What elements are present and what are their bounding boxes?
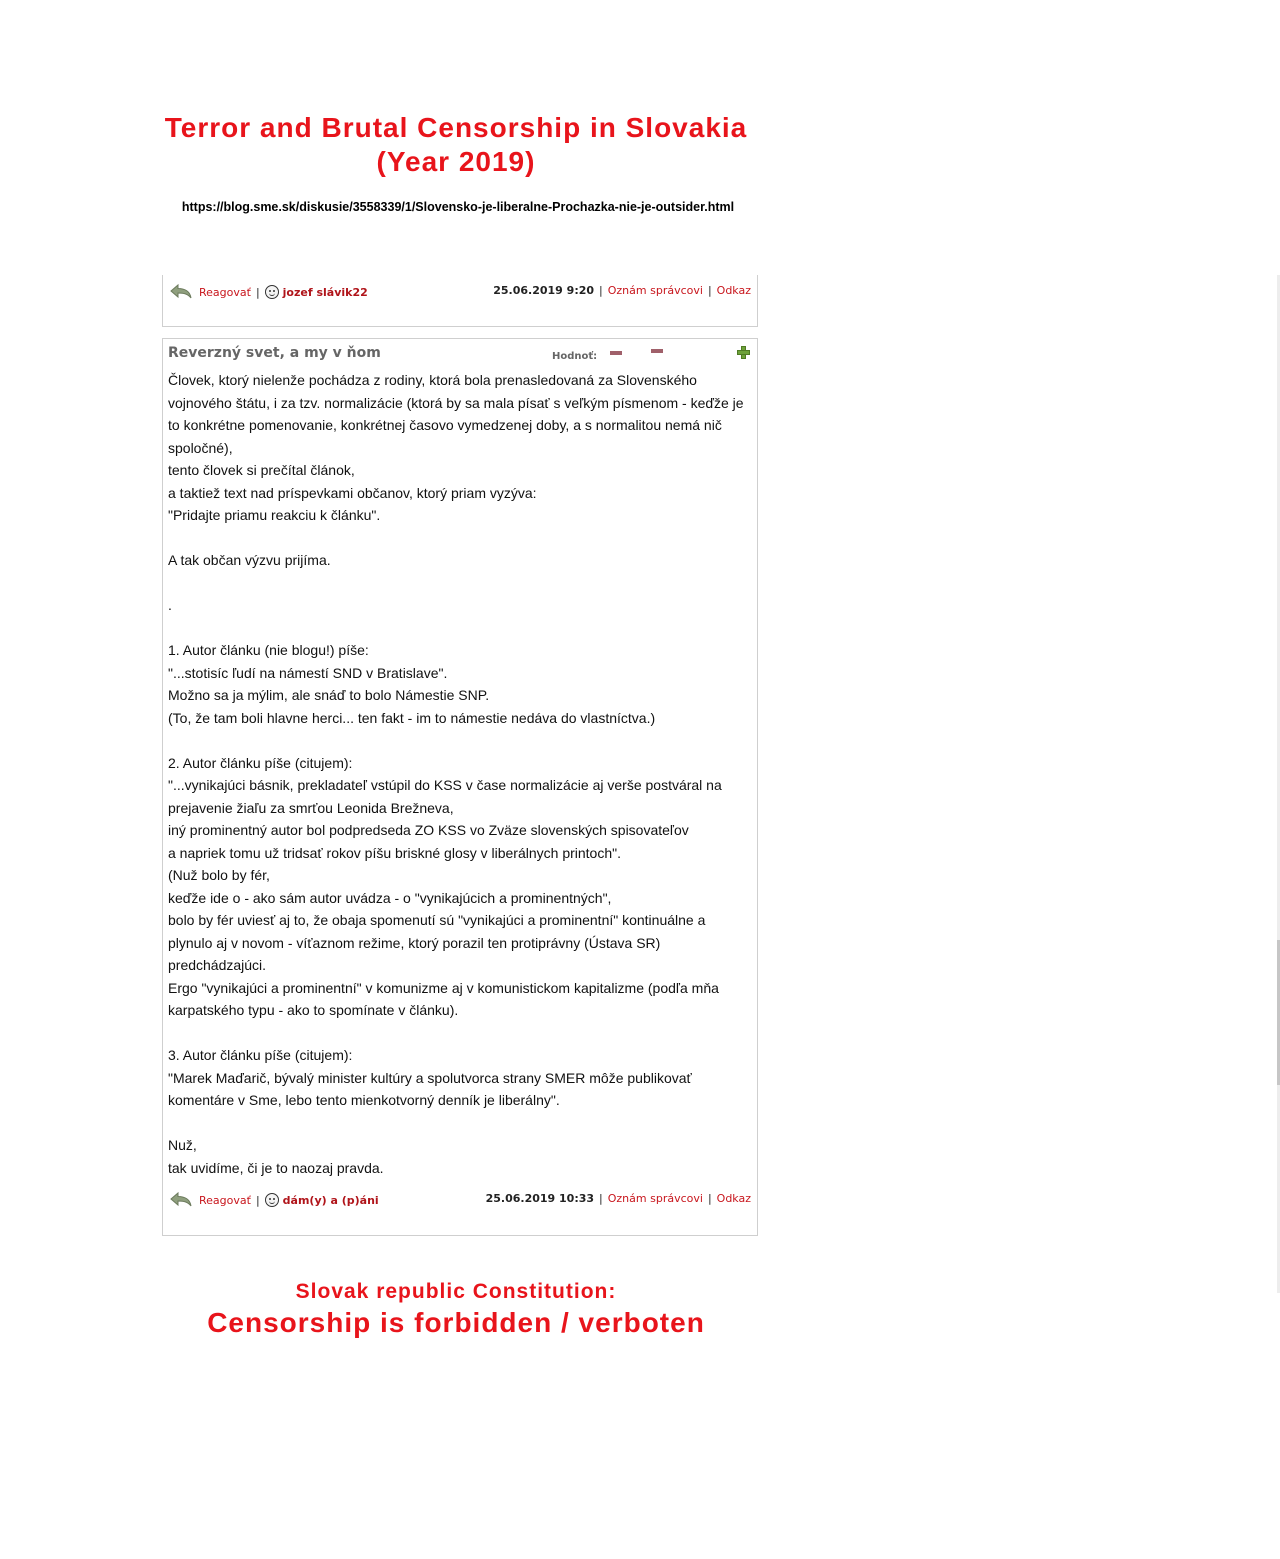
reply-arrow-icon[interactable] <box>169 283 193 301</box>
comment-body-line: A tak občan výzvu prijíma. <box>168 552 331 568</box>
comment-body-line: "...stotisíc ľudí na námestí SND v Bratislave". <box>168 664 448 681</box>
separator: | <box>599 283 603 297</box>
comment-body-line: Človek, ktorý nielenže pochádza z rodiny, ktorá bola prenasledovaná za Slovenského <box>168 372 697 388</box>
comment-body-line: plynulo aj v novom - víťaznom režime, ktorý porazil ten protiprávny (Ústava SR) <box>168 934 661 951</box>
comment-body-line: spoločné), <box>168 439 233 456</box>
comment-body-line: 1. Autor článku (nie blogu!) píše: <box>168 642 369 658</box>
separator: | <box>255 285 260 299</box>
comment-body-line: "Marek Maďarič, bývalý minister kultúry a spolutvorca strany SMER môže publikovať <box>168 1069 692 1086</box>
comment-date: 25.06.2019 10:33 <box>485 1191 595 1205</box>
page-subtitle-year: (Year 2019) <box>376 146 536 177</box>
comment-author[interactable]: jozef slávik22 <box>282 285 368 299</box>
comment-body-line: Ergo "vynikajúci a prominentní" v komunizme aj v komunistickom kapitalizme (podľa mňa <box>168 979 719 996</box>
comment-body-line: 3. Autor článku píše (citujem): <box>168 1047 353 1063</box>
minus-icon[interactable] <box>610 351 622 355</box>
separator: | <box>599 1191 603 1205</box>
permalink-link[interactable]: Odkaz <box>716 1191 751 1205</box>
comment-body-line <box>168 527 753 550</box>
smiley-icon <box>265 285 279 299</box>
comment-body-line: keďže ide o - ako sám autor uvádza - o "vynikajúcich a prominentných", <box>168 889 612 906</box>
rating-label: Hodnoť: <box>552 351 598 362</box>
comment-body-line <box>168 729 753 752</box>
comment-body-line: karpatského typu - ako to spomínate v článku). <box>168 1002 459 1018</box>
comment-body-line: to konkrétne pomenovanie, konkrétnej časovo vymedzenej doby, a s normalitou nemá nič <box>168 417 722 433</box>
smiley-icon <box>265 1193 279 1207</box>
permalink-link[interactable]: Odkaz <box>716 283 751 297</box>
comment-body-line: predchádzajúci. <box>168 957 267 973</box>
reply-arrow-icon[interactable] <box>169 1191 193 1209</box>
comment-body-line: tento človek si prečítal článok, <box>168 462 355 478</box>
report-to-admin-link[interactable]: Oznám správcovi <box>607 1191 703 1205</box>
comment-date: 25.06.2019 9:20 <box>493 283 595 297</box>
comment-body-line <box>168 572 753 595</box>
comment-body-line: bolo by fér uviesť aj to, že obaja spomenutí sú "vynikajúci a prominentní" kontinuálne a <box>168 912 706 928</box>
separator: | <box>707 283 712 297</box>
previous-comment-panel <box>162 275 758 327</box>
comment-body-line: a napriek tomu už tridsať rokov píšu briskné glosy v liberálnych printoch". <box>168 844 621 861</box>
reply-link[interactable]: Reagovať <box>199 1193 251 1207</box>
comment-meta-row <box>169 1187 751 1213</box>
comment-meta-row <box>169 279 751 305</box>
comment-author[interactable]: dám(y) a (p)áni <box>282 1193 379 1207</box>
comment-body-line: "Pridajte priamu reakciu k článku". <box>168 507 381 523</box>
comment-body-line: prejavenie žiaľu za smrťou Leonida Brežneva, <box>168 799 454 816</box>
comment-body-line <box>168 1022 753 1045</box>
comment-title: Reverzný svet, a my v ňom <box>168 345 381 361</box>
comment-body-line: (Nuž bolo by fér, <box>168 867 270 883</box>
footer-constitution-label: Slovak republic Constitution: <box>295 1280 617 1303</box>
comment-body-line <box>168 1112 753 1135</box>
comment-body <box>168 369 753 1179</box>
comment-body-line: tak uvidíme, či je to naozaj pravda. <box>168 1159 384 1176</box>
comment-body-line: Možno sa ja mýlim, ale snáď to bolo Námestie SNP. <box>168 687 490 703</box>
source-url: https://blog.sme.sk/diskusie/3558339/1/Slovensko-je-liberalne-Prochazka-nie-je-outsider.html <box>181 200 735 214</box>
comment-body-line: vojnového štátu, i za tzv. normalizácie (ktorá by sa mala písať s veľkým písmenom - keďže je <box>168 394 744 411</box>
comment-panel <box>162 338 758 1236</box>
footer-censorship-statement: Censorship is forbidden / verboten <box>207 1307 705 1338</box>
minus-icon[interactable] <box>651 349 663 353</box>
comment-body-line: Nuž, <box>168 1137 197 1153</box>
comment-body-line: a taktiež text nad príspevkami občanov, ktorý priam vyzýva: <box>168 484 537 501</box>
report-to-admin-link[interactable]: Oznám správcovi <box>607 283 703 297</box>
comment-body-line: (To, že tam boli hlavne herci... ten fakt - im to námestie nedáva do vlastníctva.) <box>168 709 656 726</box>
comment-body-line: "...vynikajúci básnik, prekladateľ vstúpil do KSS v čase normalizácie aj verše postváral na <box>168 777 722 793</box>
separator: | <box>707 1191 712 1205</box>
comment-body-line: iný prominentný autor bol podpredseda ZO KSS vo Zväze slovenských spisovateľov <box>168 822 689 838</box>
comment-body-line: . <box>168 597 172 613</box>
comment-body-line: komentáre v Sme, lebo tento mienkotvorný denník je liberálny". <box>168 1092 560 1108</box>
comment-body-line <box>168 617 753 640</box>
plus-icon[interactable] <box>737 346 750 359</box>
separator: | <box>255 1193 260 1207</box>
page-title: Terror and Brutal Censorship in Slovakia <box>164 112 748 143</box>
comment-body-line: 2. Autor článku píše (citujem): <box>168 754 353 771</box>
reply-link[interactable]: Reagovať <box>199 285 251 299</box>
